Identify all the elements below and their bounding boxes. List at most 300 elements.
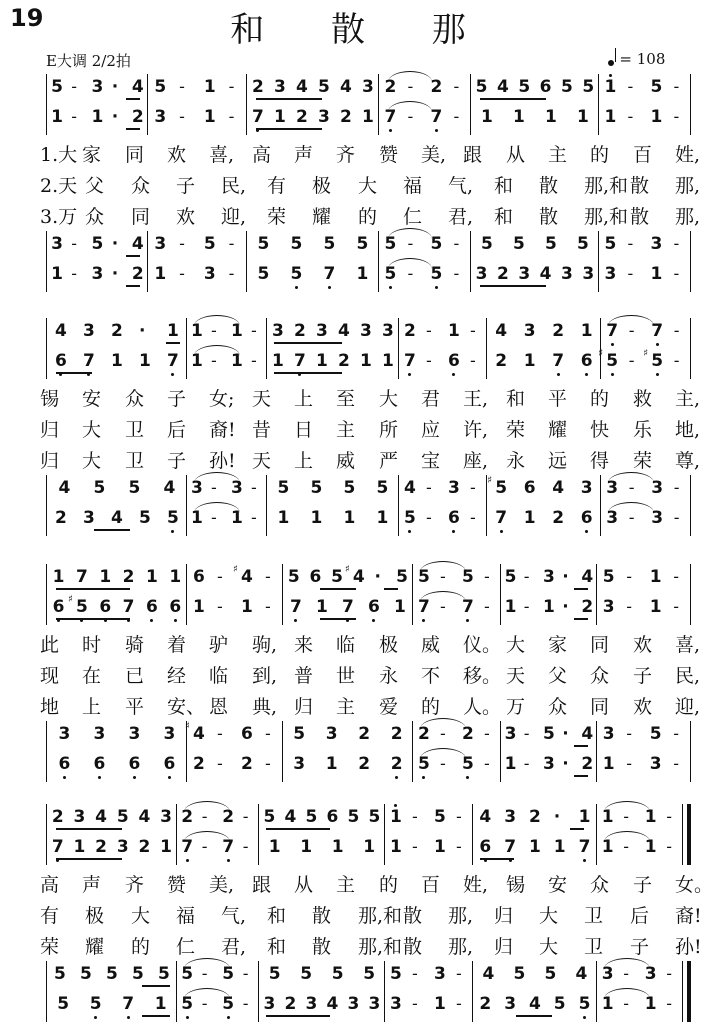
lyric-syllable: 民, bbox=[221, 175, 247, 197]
note bbox=[139, 808, 151, 826]
barline bbox=[266, 318, 267, 349]
sharp-sign: ♯ bbox=[68, 594, 73, 605]
beam-underline bbox=[94, 529, 130, 531]
note bbox=[204, 235, 216, 253]
note bbox=[362, 108, 374, 126]
note bbox=[495, 509, 507, 527]
note-value: 2 bbox=[497, 264, 509, 284]
note-value: 2 bbox=[581, 597, 594, 617]
lyric-syllable: 快 bbox=[590, 419, 610, 441]
note bbox=[363, 838, 375, 856]
note-value: 1 bbox=[390, 807, 402, 827]
dash-extension bbox=[454, 78, 460, 96]
note bbox=[327, 995, 339, 1013]
sharp-sign: ♯ bbox=[598, 348, 604, 359]
beam-underline bbox=[570, 828, 584, 830]
barline bbox=[690, 348, 691, 379]
beam-underline bbox=[480, 285, 546, 287]
barline bbox=[282, 721, 283, 752]
lyric-syllable: 后 bbox=[630, 905, 650, 927]
lyric-syllable: 大 bbox=[506, 634, 526, 656]
note-value: 4 bbox=[529, 994, 541, 1014]
note bbox=[111, 352, 123, 370]
note-value: 3 bbox=[582, 264, 595, 284]
dash-extension bbox=[626, 755, 632, 773]
note bbox=[582, 78, 594, 96]
note bbox=[324, 235, 336, 253]
lyric-syllable: 高 bbox=[252, 144, 272, 166]
lyric-syllable: 驹, bbox=[252, 634, 278, 656]
dash-extension bbox=[71, 265, 77, 283]
note bbox=[310, 568, 322, 586]
barline bbox=[486, 348, 487, 379]
note bbox=[358, 725, 370, 743]
notation-row-upper-2 bbox=[0, 594, 724, 624]
lyric-syllable: 威 bbox=[336, 450, 356, 472]
tie-slur bbox=[194, 315, 240, 326]
note bbox=[95, 808, 107, 826]
augmentation-dot bbox=[112, 235, 118, 253]
note bbox=[394, 598, 406, 616]
lyric-syllable: 迎, bbox=[221, 206, 247, 228]
low-octave-dot bbox=[656, 373, 659, 376]
lyric-line-1 bbox=[0, 868, 724, 896]
note-value: 2 bbox=[51, 807, 64, 827]
note bbox=[340, 108, 352, 126]
note-value: · bbox=[111, 107, 119, 127]
dash-extension bbox=[470, 479, 476, 497]
note bbox=[269, 965, 281, 983]
beam-underline bbox=[574, 745, 588, 747]
note bbox=[129, 725, 141, 743]
note bbox=[431, 78, 443, 96]
note bbox=[434, 995, 446, 1013]
lyric-syllable: 归 bbox=[294, 696, 314, 718]
dash-extension bbox=[412, 808, 418, 826]
dash-extension bbox=[524, 598, 530, 616]
barline bbox=[690, 721, 691, 752]
note-value: - bbox=[627, 107, 634, 126]
key-and-time-signature: E大调 2/2拍 bbox=[46, 52, 131, 70]
note-value: 3 bbox=[606, 508, 619, 528]
hymn-title: 和 散 那 bbox=[230, 10, 494, 50]
note bbox=[154, 235, 166, 253]
note-value: 4 bbox=[495, 321, 508, 341]
beam-underline bbox=[256, 128, 322, 130]
dash-extension bbox=[426, 352, 432, 370]
note bbox=[123, 568, 135, 586]
note-value: - bbox=[453, 77, 460, 96]
note-value: 3 bbox=[91, 264, 104, 284]
note-value: 2 bbox=[131, 107, 144, 127]
dash-extension bbox=[71, 235, 77, 253]
low-octave-dot bbox=[294, 619, 297, 622]
note-value: 2 bbox=[552, 321, 565, 341]
note bbox=[434, 965, 446, 983]
note-value: - bbox=[673, 567, 680, 586]
note-value: 1 bbox=[376, 508, 389, 528]
note-value: 5 bbox=[263, 807, 276, 827]
lyric-syllable: 喜, bbox=[209, 144, 235, 166]
sharp-sign: ♯ bbox=[185, 721, 190, 732]
note bbox=[540, 78, 552, 96]
lyric-syllable: 耀 bbox=[85, 936, 105, 958]
barline bbox=[690, 74, 691, 105]
note-value: 2 bbox=[296, 107, 308, 127]
beam-underline bbox=[56, 618, 130, 620]
note bbox=[552, 509, 564, 527]
note-value: 6 bbox=[539, 77, 552, 97]
note bbox=[603, 755, 615, 773]
lyric-syllable: 主 bbox=[336, 874, 356, 896]
lyric-syllable: 仪。 bbox=[463, 634, 502, 656]
lyric-syllable: 得 bbox=[590, 450, 610, 472]
note bbox=[581, 755, 593, 773]
note-value: - bbox=[71, 264, 78, 283]
note-value: - bbox=[627, 77, 634, 96]
notation-row-lower-2 bbox=[0, 505, 724, 535]
note-value: - bbox=[626, 597, 633, 616]
dash-extension bbox=[629, 352, 635, 370]
note-value: 6 bbox=[309, 567, 322, 587]
note bbox=[92, 78, 104, 96]
barline bbox=[46, 261, 47, 292]
lyric-syllable: 耀 bbox=[312, 206, 332, 228]
quarter-note-icon bbox=[608, 60, 614, 66]
note bbox=[132, 965, 144, 983]
note bbox=[554, 838, 566, 856]
note-value: 2 bbox=[430, 77, 443, 97]
note-value: 7 bbox=[52, 837, 64, 857]
note-value: 3 bbox=[272, 321, 284, 341]
lyric-syllable: 地 bbox=[40, 696, 60, 718]
note-value: 5 bbox=[579, 994, 591, 1014]
note-value: 3 bbox=[91, 77, 104, 97]
lyric-syllable: 的 bbox=[590, 388, 610, 410]
note-value: 6 bbox=[99, 597, 111, 617]
note-value: 2 bbox=[529, 807, 541, 827]
note bbox=[55, 322, 67, 340]
note-value: 3 bbox=[580, 478, 593, 498]
note-value: 1 bbox=[203, 107, 216, 127]
note bbox=[132, 78, 144, 96]
note-value: 1 bbox=[111, 351, 123, 371]
low-octave-dot bbox=[557, 373, 560, 376]
barline bbox=[147, 231, 148, 262]
note bbox=[51, 235, 63, 253]
notation-row-lower-1 bbox=[0, 721, 724, 751]
dash-extension bbox=[470, 509, 476, 527]
note-value: 1 bbox=[649, 567, 662, 587]
lyric-syllable: 大 bbox=[82, 450, 102, 472]
lyric-syllable: 裔! bbox=[209, 419, 236, 441]
note bbox=[382, 322, 394, 340]
note-value: 3 bbox=[651, 478, 664, 498]
augmentation-dot bbox=[562, 598, 568, 616]
note bbox=[155, 995, 167, 1013]
lyric-syllable: 迎, bbox=[675, 696, 701, 718]
lyric-syllable: 上 bbox=[82, 696, 102, 718]
note-value: 1 bbox=[51, 264, 63, 284]
note-value: 1 bbox=[300, 837, 313, 857]
barline bbox=[682, 834, 683, 865]
low-octave-dot bbox=[227, 1016, 230, 1019]
tie-slur bbox=[604, 958, 650, 969]
note-value: - bbox=[440, 597, 446, 616]
low-octave-dot bbox=[408, 530, 411, 533]
barline bbox=[690, 261, 691, 292]
lyric-syllable: 恩 bbox=[209, 696, 229, 718]
lyric-line-3 bbox=[0, 690, 724, 718]
dash-extension bbox=[456, 808, 462, 826]
note-value: - bbox=[666, 964, 673, 983]
lyric-syllable: 3.万 bbox=[40, 206, 78, 228]
dash-extension bbox=[674, 509, 680, 527]
beam-underline bbox=[142, 985, 170, 987]
note-value: 3 bbox=[448, 478, 460, 498]
low-octave-dot bbox=[466, 619, 469, 622]
note bbox=[448, 479, 460, 497]
note-value: 5 bbox=[139, 508, 151, 528]
barline bbox=[186, 594, 187, 625]
lyric-syllable: 宝 bbox=[421, 450, 441, 472]
lyric-line-1 bbox=[0, 138, 724, 166]
dash-extension bbox=[217, 568, 223, 586]
note-value: 5 bbox=[318, 77, 330, 97]
note-value: 7 bbox=[404, 351, 416, 371]
note-value: · bbox=[553, 807, 561, 827]
note-value: 7 bbox=[76, 567, 88, 587]
barline bbox=[384, 961, 385, 992]
note-value: 2 bbox=[252, 77, 264, 97]
note-value: - bbox=[179, 77, 185, 96]
note-value: · bbox=[111, 77, 119, 97]
note bbox=[288, 568, 300, 586]
low-octave-dot bbox=[328, 286, 331, 289]
lyric-syllable: 散 bbox=[539, 175, 559, 197]
note-value: - bbox=[673, 351, 680, 370]
barline bbox=[147, 261, 148, 292]
barline bbox=[46, 318, 47, 349]
note bbox=[431, 108, 443, 126]
lyric-syllable: 百 bbox=[633, 144, 653, 166]
note bbox=[363, 965, 375, 983]
note bbox=[603, 725, 615, 743]
augmentation-dot bbox=[562, 755, 568, 773]
note bbox=[169, 568, 181, 586]
note bbox=[132, 108, 144, 126]
lyric-syllable: 锡 bbox=[506, 874, 526, 896]
note-value: - bbox=[470, 321, 476, 340]
note bbox=[167, 322, 179, 340]
note-value: - bbox=[412, 994, 418, 1013]
note-value: 3 bbox=[561, 264, 573, 284]
beam-underline bbox=[320, 618, 356, 620]
dash-extension bbox=[217, 755, 223, 773]
dash-extension bbox=[524, 755, 530, 773]
note-value: 7 bbox=[222, 837, 234, 857]
note-value: · bbox=[139, 321, 146, 341]
dash-extension bbox=[666, 995, 672, 1013]
note bbox=[651, 265, 663, 283]
note-value: 1 bbox=[73, 837, 86, 857]
note-value: - bbox=[456, 994, 462, 1013]
note-value: 2 bbox=[358, 754, 371, 774]
note-value: - bbox=[627, 234, 634, 253]
note bbox=[524, 509, 536, 527]
notation-row-upper-1 bbox=[0, 318, 724, 348]
note-value: 5 bbox=[181, 964, 194, 984]
lyric-syllable: 子 bbox=[633, 665, 653, 687]
note-value: 3 bbox=[93, 724, 106, 744]
lyric-syllable: 在 bbox=[82, 665, 102, 687]
note-value: 3 bbox=[305, 994, 318, 1014]
note bbox=[294, 352, 306, 370]
note-value: 6 bbox=[581, 508, 593, 528]
note bbox=[311, 509, 323, 527]
beam-underline bbox=[274, 342, 342, 344]
lyric-line-3 bbox=[0, 200, 724, 228]
beam-underline bbox=[320, 588, 356, 590]
note-value: 6 bbox=[193, 567, 205, 587]
note-value: 1 bbox=[356, 264, 369, 284]
lyric-syllable: 严 bbox=[379, 450, 399, 472]
note-value: - bbox=[251, 508, 257, 527]
barline bbox=[598, 231, 599, 262]
note bbox=[300, 965, 312, 983]
note bbox=[306, 808, 318, 826]
beam-underline bbox=[256, 98, 322, 100]
note-value: 3 bbox=[504, 994, 517, 1014]
note bbox=[479, 995, 491, 1013]
lyric-line-2 bbox=[0, 899, 724, 927]
note-value: 6 bbox=[241, 724, 253, 744]
note bbox=[185, 721, 205, 744]
note-value: - bbox=[453, 234, 460, 253]
barline bbox=[486, 318, 487, 349]
lyric-syllable: 子 bbox=[633, 874, 653, 896]
barline bbox=[690, 594, 691, 625]
note bbox=[390, 995, 402, 1013]
low-octave-dot bbox=[171, 373, 174, 376]
augmentation-dot bbox=[562, 725, 568, 743]
note bbox=[117, 808, 129, 826]
note-value: 5 bbox=[331, 964, 344, 984]
note-value: 2 bbox=[404, 321, 416, 341]
lyric-syllable: 散 bbox=[403, 936, 423, 958]
lyric-syllable: 归 bbox=[40, 419, 60, 441]
dash-extension bbox=[674, 108, 680, 126]
note bbox=[581, 568, 593, 586]
lyric-syllable: 和 bbox=[267, 905, 287, 927]
note bbox=[294, 322, 306, 340]
note bbox=[164, 725, 176, 743]
note-value: 5 bbox=[650, 77, 663, 97]
lyric-syllable: 从 bbox=[294, 874, 314, 896]
note bbox=[513, 108, 525, 126]
note-value: - bbox=[484, 754, 490, 773]
lyric-syllable: 救 bbox=[633, 388, 653, 410]
note-value: 1 bbox=[523, 351, 536, 371]
note bbox=[552, 352, 564, 370]
barline bbox=[266, 348, 267, 379]
lyric-syllable: 主 bbox=[336, 696, 356, 718]
note bbox=[390, 965, 402, 983]
lyric-syllable: 归 bbox=[494, 905, 514, 927]
note-value: 3 bbox=[382, 321, 394, 341]
note-value: 5 bbox=[128, 478, 141, 498]
note bbox=[332, 838, 344, 856]
lyric-syllable: 荣 bbox=[40, 936, 60, 958]
note-value: 2 bbox=[181, 807, 194, 827]
note-value: 3 bbox=[325, 724, 338, 744]
note bbox=[296, 108, 308, 126]
note-value: 1 bbox=[231, 351, 243, 371]
note bbox=[483, 965, 495, 983]
lyric-syllable: 后 bbox=[167, 419, 187, 441]
lyric-syllable: 极 bbox=[379, 634, 399, 656]
note-value: - bbox=[628, 321, 635, 340]
note-value: 2 bbox=[122, 567, 135, 587]
note bbox=[204, 78, 216, 96]
note-value: - bbox=[628, 508, 635, 527]
note bbox=[504, 808, 516, 826]
note-value: 5 bbox=[418, 754, 430, 774]
barline bbox=[598, 261, 599, 292]
note bbox=[577, 108, 589, 126]
note-value: 2 bbox=[241, 754, 253, 774]
note-value: 1 bbox=[191, 321, 203, 341]
note bbox=[382, 352, 394, 370]
note-value: 3 bbox=[543, 567, 555, 587]
note-value: 4 bbox=[131, 77, 144, 97]
note bbox=[94, 725, 106, 743]
barline bbox=[690, 751, 691, 782]
dash-extension bbox=[426, 322, 432, 340]
note-value: 4 bbox=[575, 964, 588, 984]
lyric-syllable: 那,和 bbox=[584, 206, 629, 228]
note-value: - bbox=[456, 964, 462, 983]
barline bbox=[266, 505, 267, 536]
beam-underline bbox=[56, 828, 122, 830]
note bbox=[651, 78, 663, 96]
note bbox=[543, 725, 555, 743]
note bbox=[193, 598, 205, 616]
lyric-syllable: 家 bbox=[548, 634, 568, 656]
lyric-syllable: 君, bbox=[221, 936, 247, 958]
note bbox=[258, 265, 270, 283]
barline bbox=[596, 751, 597, 782]
note bbox=[169, 598, 181, 616]
lyric-syllable: 至 bbox=[336, 388, 356, 410]
note-value: 5 bbox=[158, 964, 170, 984]
note-value: 5 bbox=[305, 807, 318, 827]
note bbox=[495, 352, 507, 370]
note bbox=[83, 322, 95, 340]
note bbox=[505, 725, 517, 743]
dash-extension bbox=[524, 725, 530, 743]
note-value: 3 bbox=[368, 994, 381, 1014]
note-value: 5 bbox=[167, 508, 179, 528]
beam-underline bbox=[274, 372, 342, 374]
note-value: 5 bbox=[553, 994, 566, 1014]
note-value: 3 bbox=[58, 724, 71, 744]
low-octave-dot bbox=[585, 530, 588, 533]
dash-extension bbox=[674, 235, 680, 253]
note bbox=[651, 235, 663, 253]
note bbox=[52, 808, 64, 826]
lyric-syllable: 和 bbox=[494, 206, 514, 228]
